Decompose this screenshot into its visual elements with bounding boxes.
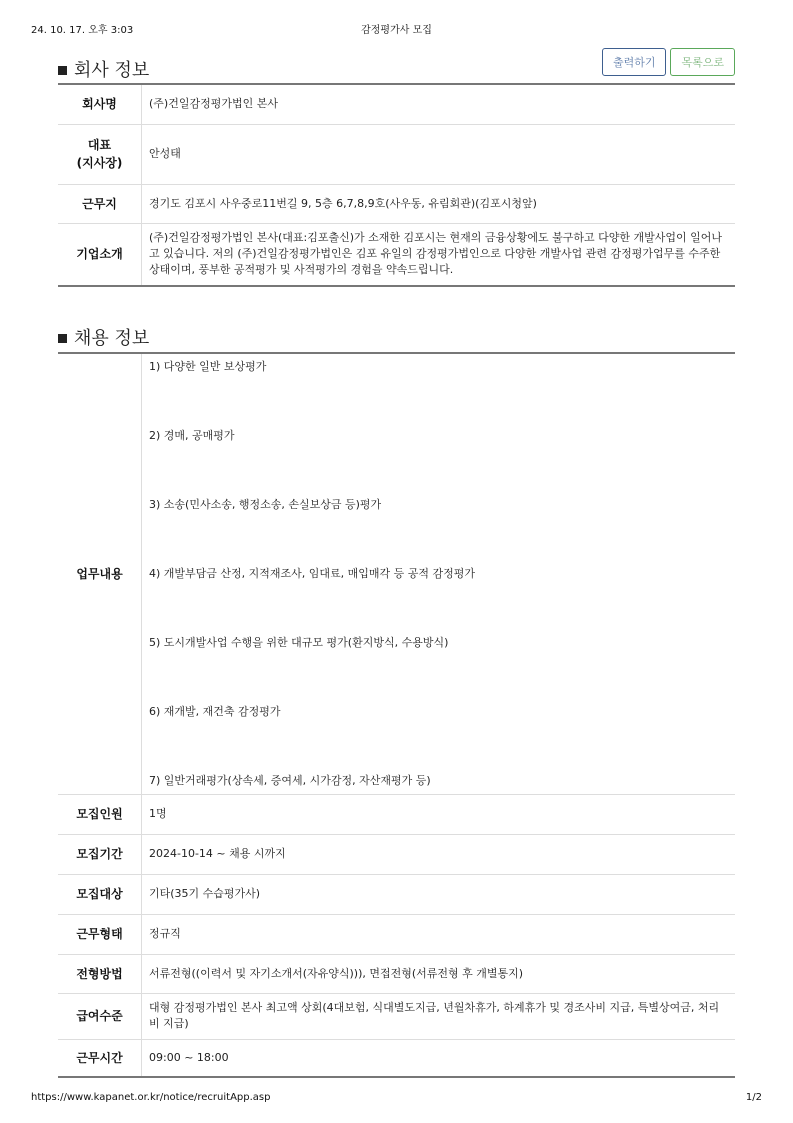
square-bullet-icon (58, 66, 67, 75)
company-info-table (58, 83, 735, 287)
list-button[interactable]: 목록으로 (670, 48, 735, 76)
table-row (58, 794, 735, 834)
company-name: (주)건일감정평가법인 본사 (149, 97, 278, 111)
work-hours: 09:00 ~ 18:00 (142, 1039, 736, 1077)
company-section-title: 회사 정보 (58, 56, 149, 82)
recruit-period: 2024-10-14 ~ 채용 시까지 (142, 834, 736, 874)
row-label: 근무지 (58, 184, 142, 223)
table-row (58, 834, 735, 874)
duty-content (142, 353, 736, 794)
list-item: 6) 재개발, 재건축 감정평가 (149, 704, 281, 718)
table-row (58, 184, 735, 223)
recruit-info-table (58, 352, 735, 1078)
representative: 안성태 (142, 124, 736, 184)
print-title: 감정평가사 모집 (361, 25, 432, 36)
company-info-table-wrap (58, 83, 735, 287)
table-row (58, 993, 735, 1039)
print-date: 24. 10. 17. 오후 3:03 (31, 25, 134, 36)
page-url: https://www.kapanet.or.kr/notice/recruitApp.asp (31, 1092, 271, 1103)
table-row (58, 954, 735, 993)
selection-process: 서류전형((이력서 및 자기소개서(자유양식))), 면접전형(서류전형 후 개별통지) (142, 954, 736, 993)
company-intro: (주)건일감정평가법인 본사(대표:김포출신)가 소재한 김포시는 현재의 금융상황에도 불구하고 다양한 개발사업이 일어나고 있습니다. 저의 (주)건일감정평가법인은 김포 유일의 감정평가법인으로 다양한 개발사업 관련 감정평가업무를 수주한 상태이며, 풍부한 공적평가 및 사적평가의 경험을 약속드립니다. (142, 223, 736, 286)
duty-list (149, 355, 727, 793)
company-section (58, 48, 735, 84)
recruit-section-header (58, 316, 735, 352)
table-row (58, 124, 735, 184)
print-button[interactable]: 출력하기 (602, 48, 667, 76)
row-label: 모집기간 (58, 834, 142, 874)
row-label: 대표 (지사장) (58, 124, 142, 184)
company-section-header (58, 48, 735, 84)
row-label: 근무형태 (58, 914, 142, 954)
table-row (58, 874, 735, 914)
work-location: 경기도 김포시 사우중로11번길 9, 5층 6,7,8,9호(사우동, 유림회관)(김포시청앞) (142, 184, 736, 223)
recruit-section (58, 316, 735, 352)
table-row (58, 1039, 735, 1077)
list-item: 7) 일반거래평가(상속세, 증여세, 시가감정, 자산재평가 등) (149, 773, 431, 787)
recruit-section-title: 채용 정보 (58, 324, 149, 350)
print-header (31, 21, 762, 35)
table-row (58, 84, 735, 124)
table-row (58, 914, 735, 954)
list-item: 2) 경매, 공매평가 (149, 428, 235, 442)
list-item: 3) 소송(민사소송, 행정소송, 손실보상금 등)평가 (149, 497, 382, 511)
employment-type: 정규직 (142, 914, 736, 954)
recruit-target: 기타(35기 수습평가사) (142, 874, 736, 914)
row-label: 근무시간 (58, 1039, 142, 1077)
table-row (58, 223, 735, 286)
row-label: 전형방법 (58, 954, 142, 993)
list-item: 4) 개발부담금 산정, 지적재조사, 임대료, 매입매각 등 공적 감정평가 (149, 566, 476, 580)
list-item: 1) 다양한 일반 보상평가 (149, 359, 267, 373)
square-bullet-icon (58, 334, 67, 343)
table-row (58, 353, 735, 794)
action-buttons (602, 48, 735, 76)
row-label: 급여수준 (58, 993, 142, 1039)
recruit-info-table-wrap (58, 352, 735, 1078)
print-footer (31, 1092, 762, 1106)
headcount: 1명 (142, 794, 736, 834)
salary-level: 대형 감정평가법인 본사 최고액 상회(4대보험, 식대별도지급, 년월차휴가, 하계휴가 및 경조사비 지급, 특별상여금, 처리비 지급) (142, 993, 736, 1039)
row-label: 업무내용 (58, 353, 142, 794)
row-label: 모집대상 (58, 874, 142, 914)
row-label: 기업소개 (58, 223, 142, 286)
list-item: 5) 도시개발사업 수행을 위한 대규모 평가(환지방식, 수용방식) (149, 635, 449, 649)
row-label: 회사명 (58, 84, 142, 124)
row-label: 모집인원 (58, 794, 142, 834)
page-number: 1/2 (745, 1092, 762, 1103)
